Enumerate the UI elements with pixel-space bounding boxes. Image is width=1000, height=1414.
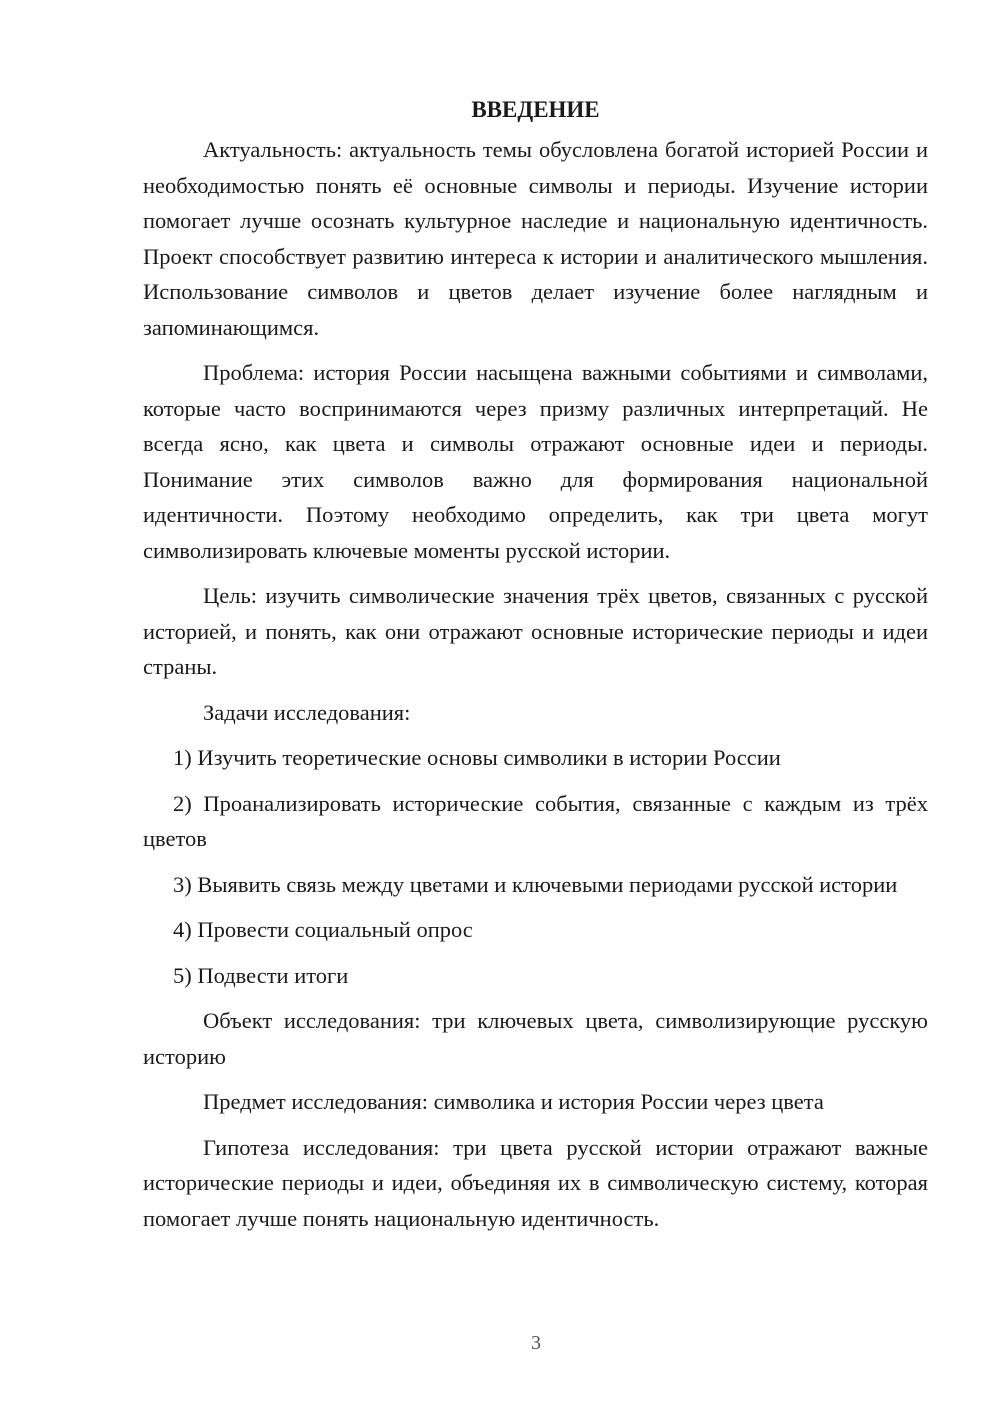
task-item: 5) Подвести итоги: [173, 962, 349, 988]
task-item: 3) Выявить связь между цветами и ключевыми периодами русской истории: [173, 871, 898, 897]
relevance-paragraph: Актуальность: актуальность темы обусловлена богатой историей России и необходимостью понять её основные символы и периоды. Изучение истории помогает лучше осознать культурное наследие и национальную идентичность. Проект способствует развитию интереса к истории и аналитического мышления. Использование символов и цветов делает изучение более наглядным и запоминающимся.: [143, 137, 928, 340]
task-item: 4) Провести социальный опрос: [173, 917, 473, 942]
page-title: ВВЕДЕНИЕ: [471, 97, 600, 122]
task-item: 2) Проанализировать исторические события, связанные с каждым из трёх цветов: [143, 790, 928, 851]
hypothesis-paragraph: Гипотеза исследования: три цвета русской истории отражают важные исторические периоды и идеи, объединяя их в символическую систему, которая помогает лучше понять национальную идентичность.: [143, 1134, 928, 1231]
tasks-heading: Задачи исследования:: [203, 699, 411, 725]
subject-paragraph: Предмет исследования: символика и история России через цвета: [203, 1089, 824, 1114]
goal-paragraph: Цель: изучить символические значения трёх цветов, связанных с русской историей, и понять, как они отражают основные исторические периоды и идеи страны.: [143, 583, 928, 679]
task-item: 1) Изучить теоретические основы символики в истории России: [173, 745, 781, 770]
page-number: 3: [531, 1332, 541, 1354]
problem-paragraph: Проблема: история России насыщена важными событиями и символами, которые часто воспринимаются через призму различных интерпретаций. Не всегда ясно, как цвета и символы отражают основные идеи и периоды. Понимание этих символов важно для формирования национальной идентичности. Поэтому необходимо определить, как три цвета могут символизировать ключевые моменты русской истории.: [143, 360, 928, 563]
object-paragraph: Объект исследования: три ключевых цвета, символизирующие русскую историю: [143, 1008, 928, 1069]
